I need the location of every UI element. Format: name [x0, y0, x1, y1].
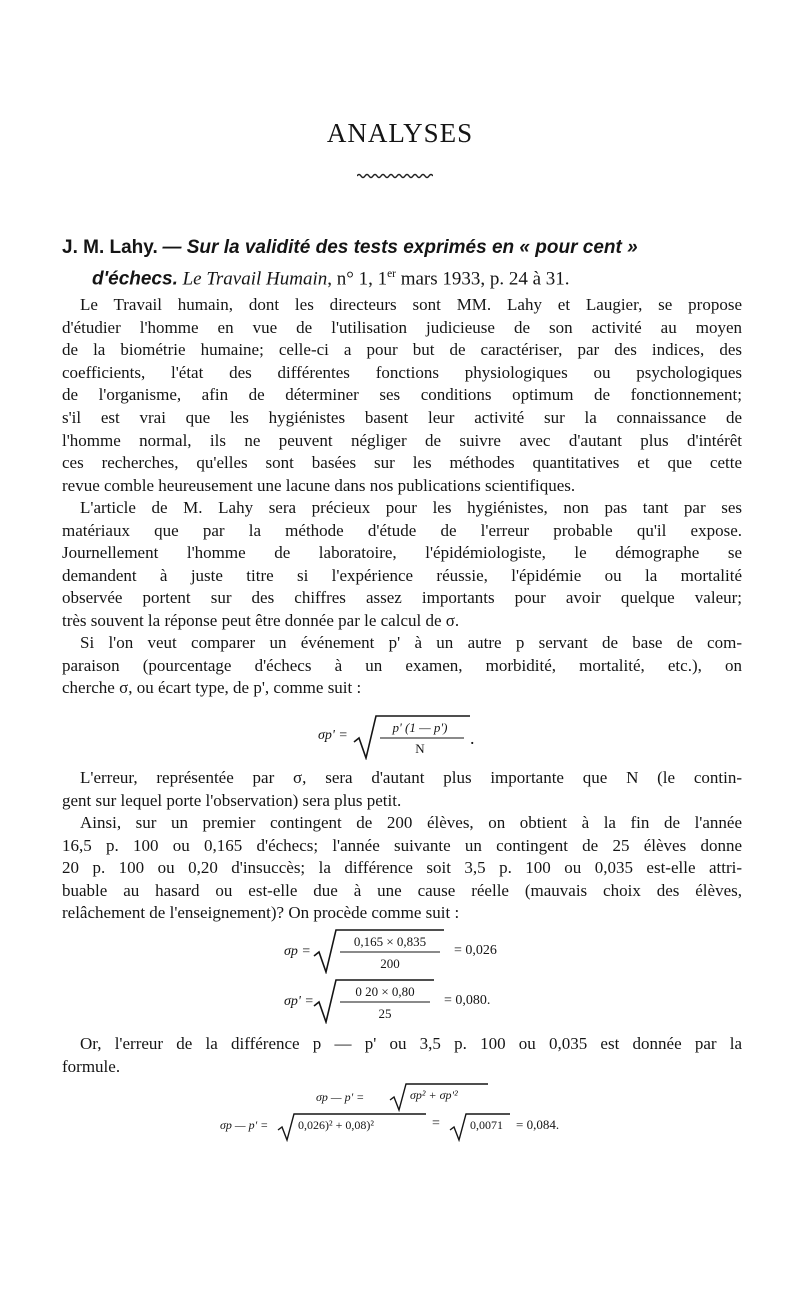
formula-rhs: = 0,026 [454, 943, 497, 958]
text-line: Ainsi, sur un premier contingent de 200 élèves, on obtient à la fin de l'année [80, 813, 742, 832]
text-line: matériaux que par la méthode d'étude de l'erreur probable qu'il expose. [62, 520, 742, 540]
page-title: ANALYSES [326, 118, 474, 148]
journal-name: Le Travail Humain [182, 268, 328, 290]
formula-lhs: σp' = [318, 728, 348, 743]
formula-lhs: σp' = [284, 994, 314, 1009]
text-line: Or, l'erreur de la différence p — p' ou 3,5 p. 100 ou 0,035 est donnée par la [80, 1034, 742, 1053]
formula-radicand: σp² + σp'² [410, 1088, 458, 1102]
paragraph-1 [62, 294, 742, 497]
text-line: ces recherches, qu'elles sont basées sur les méthodes quantitatives et que cette [62, 453, 742, 473]
citation-end: mars 1933, p. 24 à 31. [395, 268, 570, 290]
text-line: buable au hasard ou est-elle due à une cause réelle (mauvais choix des élèves, [62, 880, 742, 900]
text-line: relâchement de l'enseignement)? On procède comme suit : [62, 903, 460, 923]
formula-numerator: 0,165 × 0,835 [353, 934, 427, 949]
text-line: 20 p. 100 ou 0,20 d'insuccès; la différence soit 3,5 p. 100 ou 0,035 est-elle attri- [62, 858, 742, 878]
formula-rhs: = 0,084. [516, 1117, 560, 1132]
text-line: Journellement l'homme de laboratoire, l'épidémiologiste, le démographe se [62, 543, 742, 563]
text-line: d'étudier l'homme en vue de l'utilisation judicieuse de son activité au moyen [62, 317, 742, 337]
wavy-ornament [357, 172, 433, 180]
paragraph-3 [62, 632, 742, 700]
text-line: L'article de M. Lahy sera précieux pour les hygiénistes, non pas tant par ses [80, 498, 742, 517]
article-author: J. M. Lahy. [62, 237, 158, 258]
formula-sigma-p [284, 928, 554, 974]
citation: , n° 1, 1 [327, 268, 388, 290]
formula-denominator: N [415, 741, 425, 756]
text-line: L'erreur, représentée par σ, sera d'autant plus importante que N (le contin- [80, 768, 742, 787]
text-line: gent sur lequel porte l'observation) sera plus petit. [62, 790, 402, 810]
formula-rhs: = 0,080. [444, 993, 491, 1008]
formula-equals: = [432, 1116, 440, 1131]
formula-end: . [470, 728, 475, 748]
text-line: 16,5 p. 100 ou 0,165 d'échecs; l'année suivante un contingent de 25 élèves donne [62, 835, 742, 855]
text-line: demandent à juste titre si l'expérience réussie, l'épidémie ou la mortalité [62, 565, 742, 585]
formula-numerator: p' (1 — p') [392, 720, 448, 735]
article-heading [62, 234, 742, 292]
text-line: observée portent sur des chiffres assez importants pour avoir quelque valeur; [62, 588, 742, 608]
formula-sigma-difference-value [220, 1112, 600, 1142]
text-line: cherche σ, ou écart type, de p', comme suit : [62, 678, 362, 698]
formula-lhs: σp = [284, 944, 311, 959]
text-line: revue comble heureusement une lacune dans nos publications scientifiques. [62, 475, 576, 495]
text-line: coefficients, l'état des différentes fonctions physiologiques ou psychologiques [62, 362, 742, 382]
formula-radicand-2: 0,0071 [470, 1118, 503, 1132]
text-line: s'il est vrai que les hygiénistes basent leur activité sur la connaissance de [62, 407, 742, 427]
formula-sigma-difference [316, 1082, 516, 1112]
paragraph-2 [62, 497, 742, 633]
formula-denominator: 25 [378, 1006, 392, 1021]
paragraph-6 [62, 1033, 742, 1078]
article-title-1: — Sur la validité des tests exprimés en « pour cent » [162, 237, 638, 258]
paragraph-4 [62, 767, 742, 812]
formula-sigma-p-prime-2 [284, 978, 554, 1024]
formula-numerator: 0 20 × 0,80 [355, 984, 415, 999]
text-line: formule. [62, 1056, 121, 1076]
formula-denominator: 200 [380, 956, 400, 971]
text-line: Si l'on veut comparer un événement p' à un autre p servant de base de com- [80, 633, 742, 652]
text-line: de l'organisme, afin de déterminer ses conditions optimum de fonctionnement; [62, 385, 742, 405]
formula-lhs: σp — p' = [316, 1090, 365, 1104]
formula-radicand: 0,026)² + 0,08)² [298, 1118, 374, 1132]
text-line: de la biométrie humaine; celle-ci a pour but de caractériser, par des indices, des [62, 340, 742, 360]
text-line: très souvent la réponse peut être donnée par le calcul de σ. [62, 610, 460, 630]
text-line: l'homme normal, ils ne peuvent négliger de suivre avec d'autant plus d'intérêt [62, 430, 742, 450]
article-title-2: d'échecs. [92, 268, 178, 290]
citation-sup: er [387, 268, 396, 280]
formula-sigma-p-prime [318, 714, 488, 760]
paragraph-5 [62, 812, 742, 925]
text-line: paraison (pourcentage d'échecs à un examen, morbidité, mortalité, etc.), on [62, 655, 742, 675]
text-line: Le Travail humain, dont les directeurs sont MM. Lahy et Laugier, se propose [80, 295, 742, 314]
formula-lhs: σp — p' = [220, 1118, 269, 1132]
